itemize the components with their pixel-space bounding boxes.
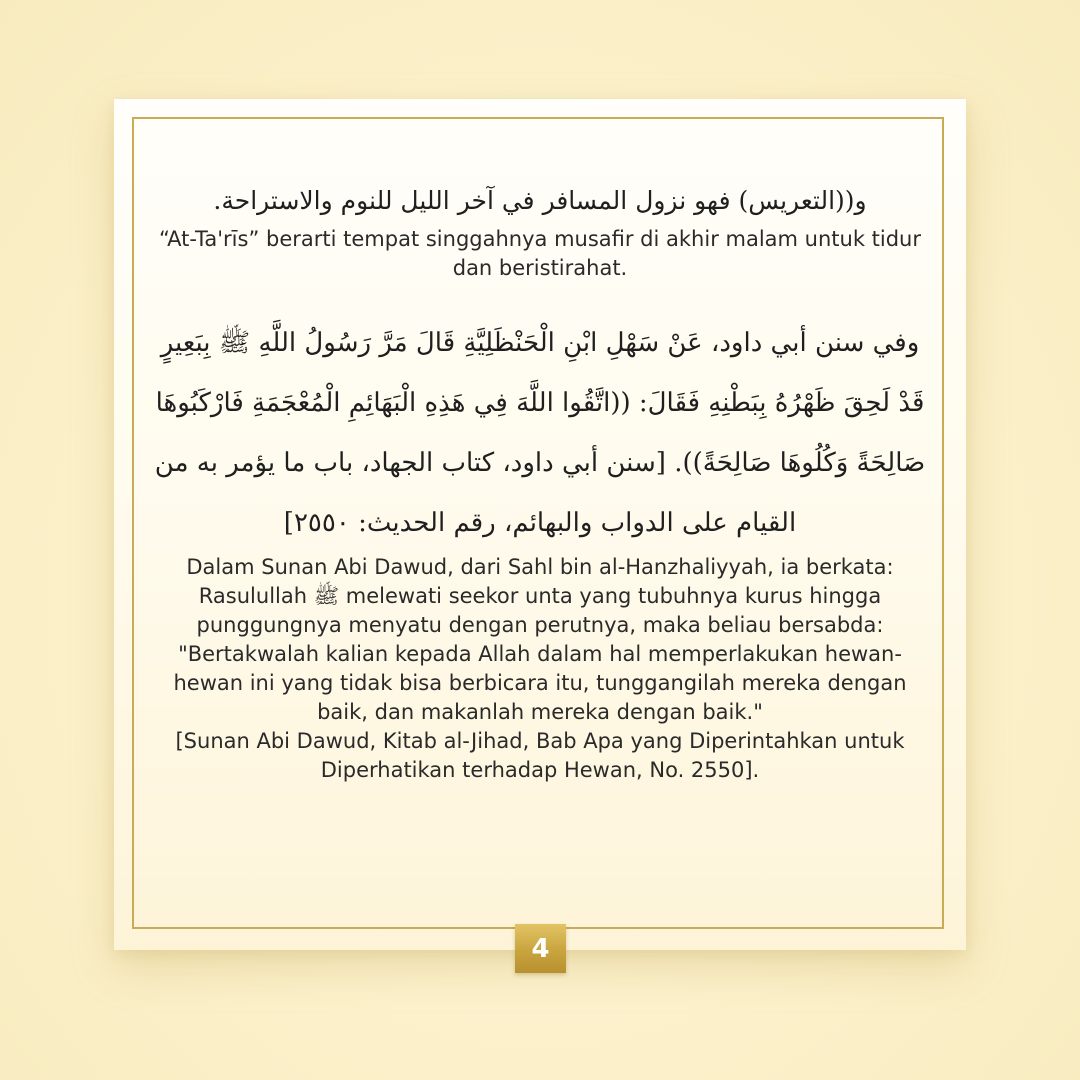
definition-translation: “At-Ta'rīs” berarti tempat singgahnya musafir di akhir malam untuk tidur dan beristirahat.	[159, 227, 921, 280]
page-number-badge: 4	[515, 924, 566, 973]
hadith-translation-quote: "Bertakwalah kalian kepada Allah dalam hal memperlakukan hewan-hewan ini yang tidak bisa berbicara itu, tunggangilah mereka dengan baik, dan makanlah mereka dengan baik."	[173, 642, 907, 724]
arabic-hadith: وفي سنن أبي داود، عَنْ سَهْلِ ابْنِ الْحَنْظَلِيَّةِ قَالَ مَرَّ رَسُولُ اللَّهِ ﷺ بِبَعِيرٍ قَدْ لَحِقَ ظَهْرُهُ بِبَطْنِهِ فَقَالَ: ((اتَّقُوا اللَّهَ فِي هَذِهِ الْبَهَائِمِ الْمُعْجَمَةِ فَارْكَبُوهَا صَالِحَةً وَكُلُوهَا صَالِحَةً)). [سنن أبي داود، كتاب الجهاد، باب ما يؤمر به من القيام على الدواب والبهائم، رقم الحديث: ٢٥٥٠]	[154, 328, 926, 538]
arabic-definition: و((التعريس) فهو نزول المسافر في آخر الليل للنوم والاستراحة.	[213, 186, 867, 215]
text-content	[154, 179, 926, 785]
hadith-reference: [Sunan Abi Dawud, Kitab al-Jihad, Bab Apa yang Diperintahkan untuk Diperhatikan terhadap Hewan, No. 2550].	[175, 729, 905, 782]
hadith-translation-intro: Dalam Sunan Abi Dawud, dari Sahl bin al-Hanzhaliyyah, ia berkata: Rasulullah ﷺ melewati seekor unta yang tubuhnya kurus hingga punggungnya menyatu dengan perutnya, maka beliau bersabda:	[186, 555, 894, 637]
content-card	[114, 99, 966, 950]
